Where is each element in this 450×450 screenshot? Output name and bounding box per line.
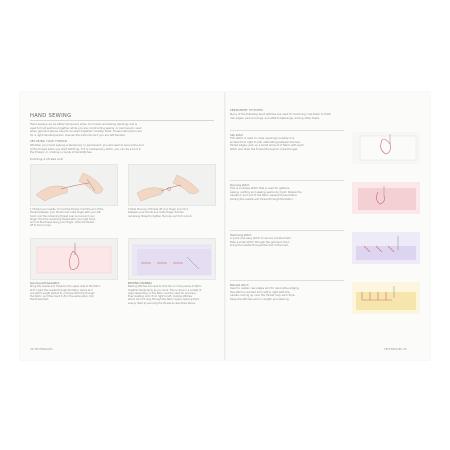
- caption-line: one stitch length behind B, continue stitching through: [30, 291, 95, 295]
- permanent-line: Many of the following hand stitches are used for hemming. Use them to finish: [230, 113, 332, 116]
- caption-line: the thread taut.: [30, 298, 49, 302]
- caption-line: about 1/4 inch long through the fabric layers, spacing them: [128, 298, 200, 302]
- illustration-knot-step-1: [30, 164, 118, 206]
- securing-line: of the thread when you start stitching. If it is a temporary stitch, you can tie a knot in: [30, 147, 142, 151]
- securing-line: the thread; or, making a couple of backstitches.: [30, 151, 93, 155]
- title-rule: [30, 120, 214, 121]
- slip-stitch-icon: [352, 132, 420, 164]
- intro-line: Hand sewing can be either temporary when it is known as basting (tacking) and is: [30, 123, 138, 126]
- section-text-running-stitch: [230, 187, 344, 201]
- caption-line: hand, and the remaining thread over and around your: [30, 214, 95, 218]
- caption-knot-step-1: [30, 208, 118, 228]
- section-line: easing, quilting and sewing seams by hand. Weave the: [230, 190, 302, 194]
- section-line: A quick and easy stitch to secure a folded hem.: [230, 237, 292, 240]
- section-line: this stitch is worked from left to right with the: [230, 290, 290, 294]
- section-line: folded edges; pick up a small amount of fabric with each: [230, 144, 304, 148]
- subhead-permanent-stitches: PERMANENT STITCHES: [230, 109, 264, 112]
- caption-line: Basting stitches are used to hold two or more pieces of fabric: [128, 285, 202, 289]
- caption-line: off to form a loop.: [30, 224, 52, 228]
- section-rule: [230, 280, 344, 281]
- section-line: bring the needle through the fold of the hem.: [230, 244, 290, 248]
- subhead-securing-thread: SECURING YOUR THREAD: [30, 140, 68, 143]
- caption-title-backstitch: Securing with backstitch: [30, 282, 60, 285]
- caption-line: ways depending on the fabric and the need for accuracy.: [128, 291, 197, 295]
- swatch-blanket-stitch: [352, 282, 420, 314]
- section-text-hemming-stitch: [230, 237, 344, 248]
- section-line: Used to neaten raw edges and for decorative edging,: [230, 287, 300, 290]
- section-line: stitch and draw the thread through to close the gap.: [230, 147, 299, 151]
- page-title: HAND SEWING: [30, 113, 72, 119]
- section-rule: [230, 130, 344, 131]
- caption-line: Bring the needle and thread to the upper side of the fabric: [30, 285, 101, 289]
- section-line: Keep the stitches even in length and spacing.: [230, 297, 290, 301]
- caption-knot-step-2: [128, 208, 216, 218]
- caption-line: at B. Insert the needle through the fabric layers at A: [30, 288, 93, 292]
- permanent-text: [230, 113, 342, 120]
- caption-line: 1 Thread your needle. To knot the thread, hold the end of the: [30, 208, 104, 211]
- section-rule: [230, 230, 344, 231]
- book-spread: [20, 92, 430, 360]
- needle-backstitch-icon: [31, 239, 117, 279]
- caption-line: together temporarily as you work. This is done in a variety of: [128, 288, 202, 292]
- section-line: needle in and out of the fabric several times before: [230, 194, 297, 198]
- illustration-knot-step-2: [128, 164, 216, 206]
- intro-line: for a right-handed person; reverse the instructions if you are left-handed.: [30, 133, 126, 137]
- section-line: This is a simple stitch that is used for gathers,: [230, 187, 290, 190]
- section-title-blanket-stitch: Blanket stitch: [230, 283, 249, 287]
- right-page: [226, 92, 430, 360]
- section-title-slip-stitch: Slip stitch: [230, 133, 244, 137]
- section-title-hemming-stitch: Hemming stitch: [230, 233, 252, 237]
- caption-line: the fabric, and then back to B in the same place. Pull: [30, 295, 94, 299]
- folio-left: 34 TECHNIQUES: [30, 347, 53, 351]
- securing-text: [30, 144, 170, 155]
- intro-text: [30, 123, 214, 137]
- section-line: needle coming up over the thread loop each time.: [230, 294, 296, 298]
- running-stitch-icon: [352, 182, 420, 214]
- basting-stitch-icon: [129, 239, 215, 279]
- section-title-running-stitch: Running stitch: [230, 183, 250, 187]
- caption-line: thread between your thumb and index finger with your left: [30, 211, 101, 215]
- hands-knotting-icon: [31, 165, 117, 205]
- caption-line: and roll the thread along your finger, slide the thread: [30, 221, 94, 225]
- section-line: This stitch is used to close openings invisibly. It is: [230, 137, 295, 140]
- left-page: [20, 92, 224, 360]
- securing-line: Whether your hand sewing is temporary or permanent, you will need to secure the end: [30, 144, 144, 147]
- intro-line: used to hold sections together while you are constructing seams; or permanent, used: [30, 126, 142, 130]
- caption-backstitch: [30, 282, 118, 302]
- section-text-blanket-stitch: [230, 287, 344, 301]
- hemming-stitch-icon: [352, 232, 420, 264]
- section-rule: [230, 180, 344, 181]
- caption-basting: [128, 282, 216, 305]
- caption-line: remaining thread to tighten the loop and form a knot.: [128, 214, 193, 218]
- hands-rolling-knot-icon: [129, 165, 215, 205]
- caption-title-basting: BASTING (TACKING): [128, 282, 152, 285]
- section-line: Take a small stitch through the garment, then: [230, 240, 290, 244]
- blanket-stitch-icon: [352, 282, 420, 314]
- section-line: worked from right to left, alternating between the two: [230, 140, 301, 144]
- illustration-basting: [128, 238, 216, 280]
- caption-line: 2 Slide the loop of thread off your finger and roll it: [128, 208, 189, 211]
- section-line: pulling the needle and thread through the fabric.: [230, 197, 294, 201]
- swatch-hemming-stitch: [352, 232, 420, 264]
- folio-right: TECHNIQUES 35: [384, 347, 407, 351]
- swatch-slip-stitch: [352, 132, 420, 164]
- caption-line: between your thumb and index finger. Pull the: [128, 211, 184, 215]
- caption-line: finger. Hold the remaining thread with your right hand,: [30, 217, 96, 221]
- caption-line: Even basting: work from right to left, making stitches: [128, 295, 192, 299]
- caption-line: evenly. Start by securing the thread as described above.: [128, 301, 196, 305]
- section-text-slip-stitch: [230, 137, 344, 151]
- subhead-knotting: Knotting a thread end: [30, 158, 63, 161]
- swatch-running-stitch: [352, 182, 420, 214]
- permanent-line: raw edges, secure linings, and attach fastenings, among other tasks.: [230, 116, 320, 120]
- intro-line: when garment pieces need to be sewn together invisibly. Note: These instructions are: [30, 130, 142, 134]
- illustration-backstitch: [30, 238, 118, 280]
